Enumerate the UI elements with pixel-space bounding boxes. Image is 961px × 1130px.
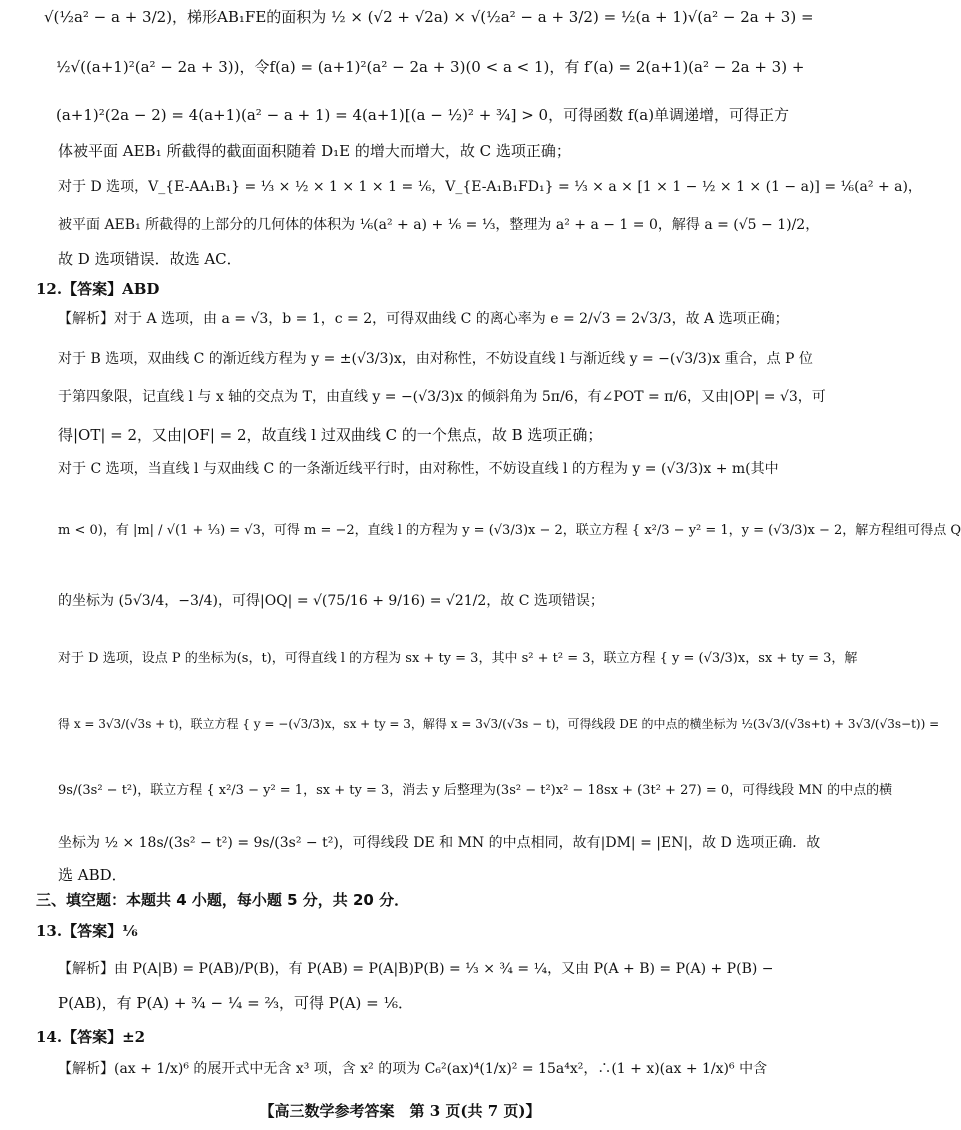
text-line-1: √(½a² − a + 3/2)，梯形AB₁FE的面积为 ½ × (√2 + √2a) × √(½a² − a + 3/2) = ½(a + 1)√(a² − 2a + 3) = bbox=[44, 8, 814, 26]
text-line-4: 体被平面 AEB₁ 所截得的截面面积随着 D₁E 的增大而增大，故 C 选项正确； bbox=[58, 142, 571, 160]
text-line-2: ½√((a+1)²(a² − 2a + 3))，令f(a) = (a+1)²(a² − 2a + 3)(0 < a < 1)，有 f′(a) = 2(a+1)(a² − 2a + 3) + bbox=[56, 58, 805, 76]
answer-14-heading: 14.【答案】±2 bbox=[36, 1028, 146, 1046]
text-line-9: 【解析】对于 A 选项，由 a = √3，b = 1，c = 2，可得双曲线 C 的离心率为 e = 2/√3 = 2√3/3，故 A 选项正确； bbox=[58, 311, 789, 327]
text-line-23: 【解析】由 P(A|B) = P(AB)/P(B)，有 P(AB) = P(A|B)P(B) = ⅓ × ¾ = ¼，又由 P(A + B) = P(A) + P(B) − bbox=[58, 961, 774, 977]
text-line-6: 被平面 AEB₁ 所截得的上部分的几何体的体积为 ⅙(a² + a) + ⅙ = ⅓，整理为 a² + a − 1 = 0，解得 a = (√5 − 1)/2， bbox=[58, 217, 820, 233]
page-footer: 【高三数学参考答案 第 3 页(共 7 页)】 bbox=[259, 1102, 541, 1120]
text-line-3: (a+1)²(2a − 2) = 4(a+1)(a² − a + 1) = 4(a+1)[(a − ½)² + ¾] > 0，可得函数 f(a)单调递增，可得正方 bbox=[56, 106, 790, 124]
text-line-7: 故 D 选项错误．故选 AC． bbox=[58, 250, 242, 268]
text-line-10: 对于 B 选项，双曲线 C 的渐近线方程为 y = ±(√3/3)x，由对称性，不妨设直线 l 与渐近线 y = −(√3/3)x 重合，点 P 位 bbox=[58, 351, 813, 367]
section-3-heading: 三、填空题：本题共 4 小题，每小题 5 分，共 20 分． bbox=[36, 891, 410, 909]
text-line-18: 9s/(3s² − t²)，联立方程 { x²/3 − y² = 1，sx + ty = 3，消去 y 后整理为(3s² − t²)x² − 18sx + (3t² + 27) = 0，可得线段 MN 的中点的横 bbox=[58, 783, 893, 798]
text-line-14: m < 0)，有 |m| / √(1 + ⅓) = √3，可得 m = −2，直线 l 的方程为 y = (√3/3)x − 2，联立方程 { x²/3 − y² = 1，y = (√3/3)x − 2，解方程组可得点 Q bbox=[58, 523, 961, 538]
text-line-15: 的坐标为 (5√3/4，−3/4)，可得|OQ| = √(75/16 + 9/16) = √21/2，故 C 选项错误； bbox=[58, 593, 604, 609]
text-line-5: 对于 D 选项，V_{E-AA₁B₁} = ⅓ × ½ × 1 × 1 × 1 = ⅙，V_{E-A₁B₁FD₁} = ⅓ × a × [1 × 1 − ½ × 1 × (1 − a)] = ⅙(a² + a)， bbox=[58, 179, 922, 195]
text-line-24: P(AB)，有 P(A) + ¾ − ¼ = ⅔，可得 P(A) = ⅙． bbox=[58, 994, 414, 1012]
answer-12-heading: 12.【答案】ABD bbox=[36, 280, 160, 298]
text-line-26: 【解析】(ax + 1/x)⁶ 的展开式中无含 x³ 项，含 x² 的项为 C₆²(ax)⁴(1/x)² = 15a⁴x²，∴(1 + x)(ax + 1/x)⁶ 中含 bbox=[58, 1061, 768, 1077]
text-line-13: 对于 C 选项，当直线 l 与双曲线 C 的一条渐近线平行时，由对称性，不妨设直线 l 的方程为 y = (√3/3)x + m(其中 bbox=[58, 461, 779, 477]
text-line-16: 对于 D 选项，设点 P 的坐标为(s，t)，可得直线 l 的方程为 sx + ty = 3，其中 s² + t² = 3，联立方程 { y = (√3/3)x，sx + ty = 3，解 bbox=[58, 651, 858, 666]
text-line-17: 得 x = 3√3/(√3s + t)，联立方程 { y = −(√3/3)x，sx + ty = 3，解得 x = 3√3/(√3s − t)，可得线段 DE 的中点的横坐标为 ½(3√3/(√3s+t) + 3√3/(√3s−t)) = bbox=[58, 717, 940, 731]
text-line-19: 坐标为 ½ × 18s/(3s² − t²) = 9s/(3s² − t²)，可得线段 DE 和 MN 的中点相同，故有|DM| = |EN|，故 D 选项正确．故 bbox=[58, 835, 821, 851]
text-line-11: 于第四象限，记直线 l 与 x 轴的交点为 T，由直线 y = −(√3/3)x 的倾斜角为 5π/6，有∠POT = π/6，又由|OP| = √3，可 bbox=[58, 389, 826, 405]
answer-13-heading: 13.【答案】⅙ bbox=[36, 922, 138, 940]
text-line-12: 得|OT| = 2，又由|OF| = 2，故直线 l 过双曲线 C 的一个焦点，故 B 选项正确； bbox=[58, 426, 603, 444]
text-line-20: 选 ABD． bbox=[58, 866, 127, 884]
